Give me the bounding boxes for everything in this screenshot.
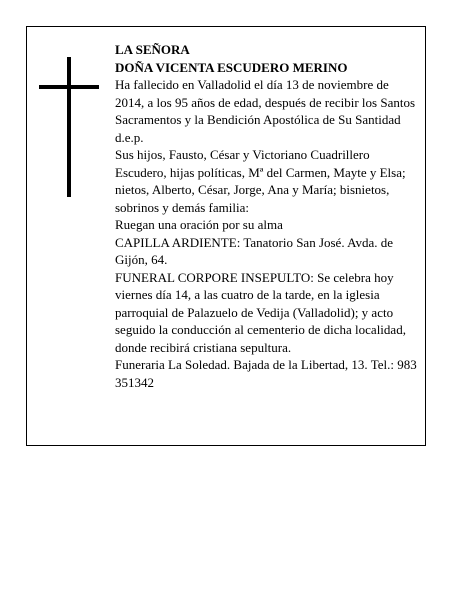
obituary-notice bbox=[26, 26, 426, 446]
funeral-paragraph: FUNERAL CORPORE INSEPULTO: Se celebra hoy viernes día 14, a las cuatro de la tarde, en la iglesia parroquial de Palazuelo de Vedija (Valladolid); y acto seguido la conducción al cementerio de dicha localidad, donde recibirá cristiana sepultura. bbox=[115, 269, 406, 355]
chapel-paragraph: CAPILLA ARDIENTE: Tanatorio San José. Avda. de Gijón, 64. bbox=[115, 234, 394, 267]
cross-horizontal-bar bbox=[39, 85, 99, 89]
notice-title: LA SEÑORA bbox=[115, 42, 190, 57]
notice-text bbox=[115, 41, 417, 391]
death-paragraph: Ha fallecido en Valladolid el día 13 de noviembre de 2014, a los 95 años de edad, después de recibir los Santos Sacramentos y la Bendición Apostólica de Su Santidad bbox=[115, 77, 416, 127]
rip-text: d.e.p. bbox=[115, 129, 144, 145]
deceased-name: DOÑA VICENTA ESCUDERO MERINO bbox=[115, 59, 348, 75]
family-paragraph: Sus hijos, Fausto, César y Victoriano Cuadrillero Escudero, hijas políticas, Mª del Carmen, Mayte y Elsa; nietos, Alberto, César, Jorge, Ana y María; bisnietos, sobrinos y demás familia: bbox=[115, 147, 406, 215]
prayer-text: Ruegan una oración por su alma bbox=[115, 217, 283, 232]
cross-vertical-bar bbox=[67, 57, 71, 197]
funeral-home-paragraph: Funeraria La Soledad. Bajada de la Libertad, 13. Tel.: 983 351342 bbox=[115, 357, 417, 390]
